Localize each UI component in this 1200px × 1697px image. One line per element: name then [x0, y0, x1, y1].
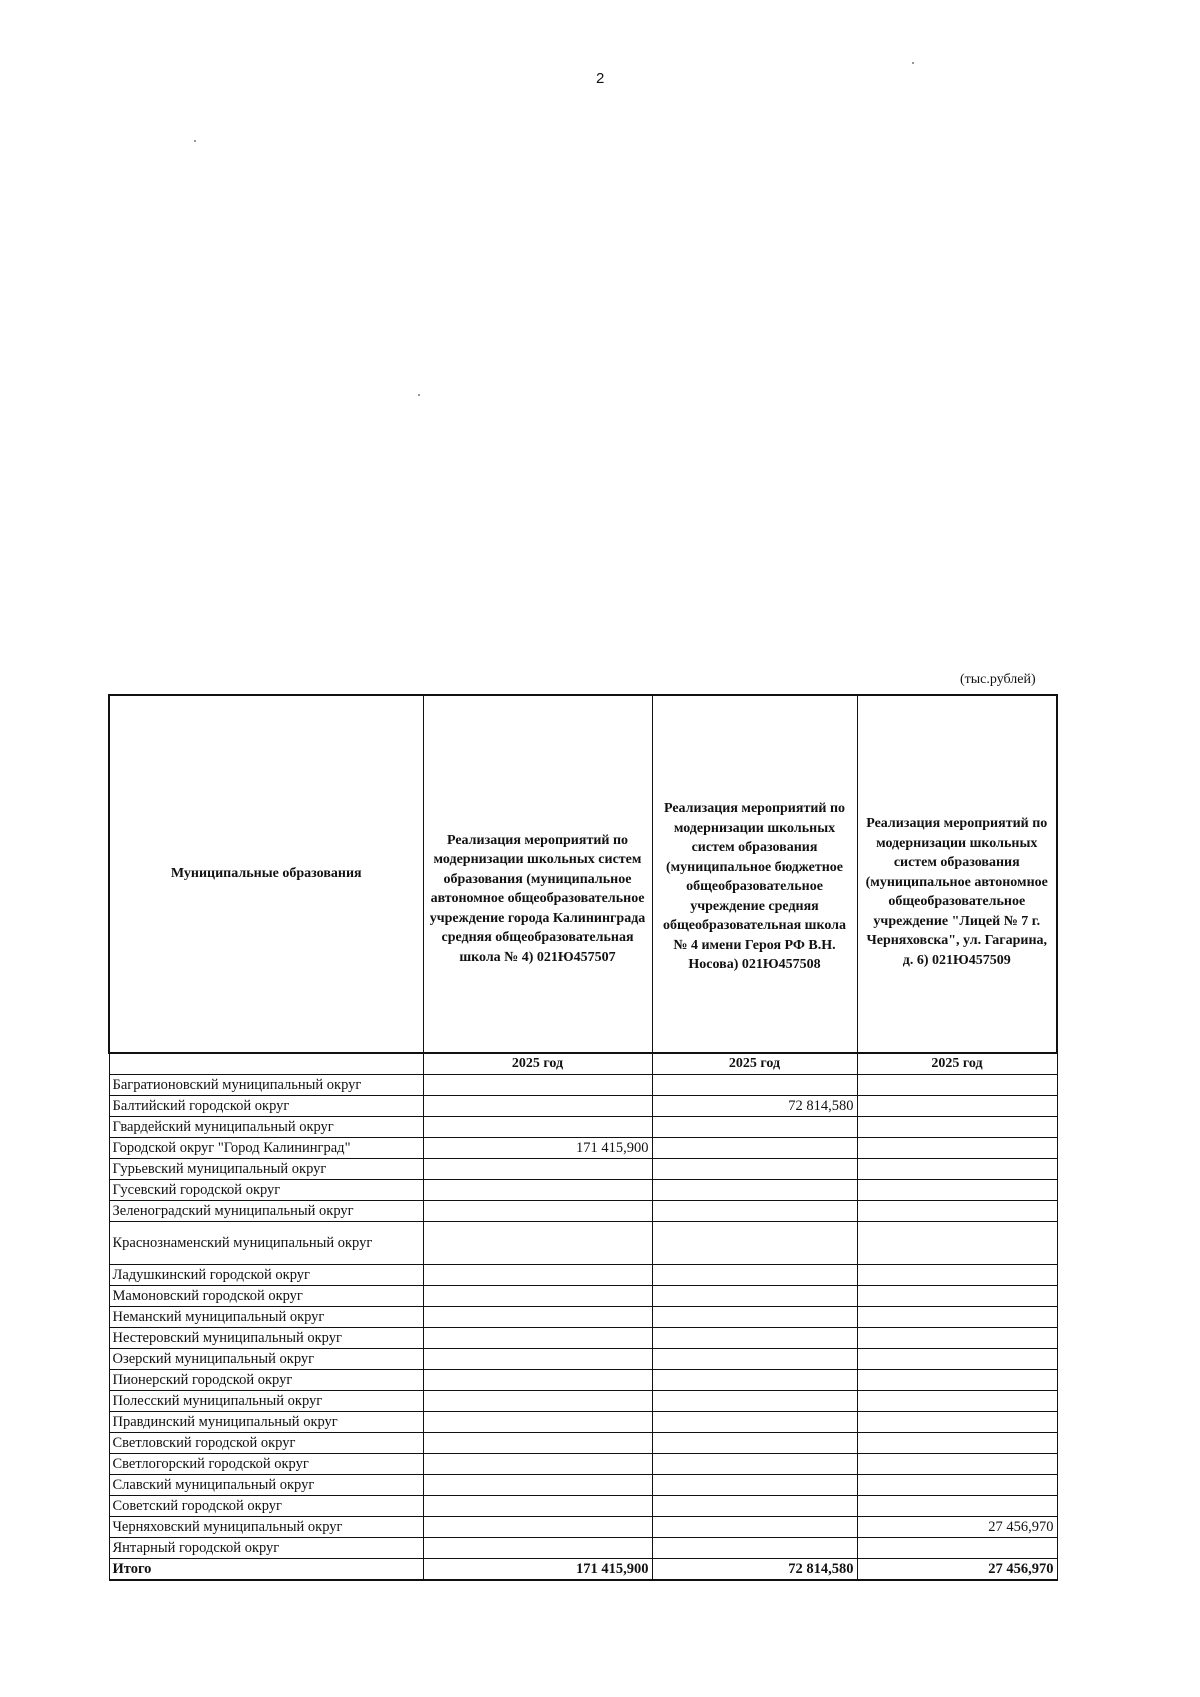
table-header-row — [109, 695, 1057, 1053]
table-row — [109, 1475, 1057, 1496]
units-label: (тыс.рублей) — [960, 672, 1036, 687]
value-cell-508 — [652, 1496, 857, 1517]
value-cell-509 — [857, 1096, 1057, 1117]
value-cell-507 — [423, 1265, 652, 1286]
municipality-name-cell: Славский муниципальный округ — [109, 1475, 423, 1496]
municipality-name-cell: Гвардейский муниципальный округ — [109, 1117, 423, 1138]
value-cell-507 — [423, 1454, 652, 1475]
municipality-name-cell: Светлогорский городской округ — [109, 1454, 423, 1475]
value-cell-508 — [652, 1475, 857, 1496]
table-row — [109, 1286, 1057, 1307]
value-cell-507 — [423, 1412, 652, 1433]
table-row — [109, 1370, 1057, 1391]
value-cell-508 — [652, 1117, 857, 1138]
year-label: 2025 год — [857, 1053, 1057, 1075]
header-project-508: Реализация мероприятий по модернизации школьных систем образования (муниципальное бюджетное общеобразовательное учреждение средняя общеобразовательная школа № 4 имени Героя РФ В.Н. Носова) 021Ю457508 — [652, 695, 857, 1053]
municipality-name-cell: Багратионовский муниципальный округ — [109, 1075, 423, 1096]
municipality-name-cell: Краснознаменский муниципальный округ — [109, 1222, 423, 1265]
municipality-name-cell: Городской округ "Город Калининград" — [109, 1138, 423, 1159]
municipality-name-cell: Советский городской округ — [109, 1496, 423, 1517]
table-row — [109, 1265, 1057, 1286]
municipality-name-cell: Неманский муниципальный округ — [109, 1307, 423, 1328]
municipality-name-cell: Гурьевский муниципальный округ — [109, 1159, 423, 1180]
year-label: 2025 год — [652, 1053, 857, 1075]
table-year-row — [109, 1053, 1057, 1075]
value-cell-507 — [423, 1475, 652, 1496]
value-cell-509 — [857, 1307, 1057, 1328]
value-cell-507 — [423, 1201, 652, 1222]
value-cell-509 — [857, 1454, 1057, 1475]
table-row — [109, 1496, 1057, 1517]
value-cell-509 — [857, 1349, 1057, 1370]
value-cell-508 — [652, 1201, 857, 1222]
value-cell-507 — [423, 1180, 652, 1201]
table-row — [109, 1096, 1057, 1117]
table-row — [109, 1075, 1057, 1096]
value-cell-507 — [423, 1159, 652, 1180]
table-row — [109, 1117, 1057, 1138]
value-cell-509: 27 456,970 — [857, 1559, 1057, 1581]
table-row — [109, 1222, 1057, 1265]
total-row — [109, 1559, 1057, 1581]
scan-speck — [194, 140, 196, 142]
value-cell-507 — [423, 1433, 652, 1454]
value-cell-509 — [857, 1496, 1057, 1517]
value-cell-509 — [857, 1117, 1057, 1138]
value-cell-508 — [652, 1307, 857, 1328]
value-cell-507 — [423, 1117, 652, 1138]
value-cell-509 — [857, 1475, 1057, 1496]
table-row — [109, 1538, 1057, 1559]
table-row — [109, 1180, 1057, 1201]
municipality-name-cell: Гусевский городской округ — [109, 1180, 423, 1201]
table-row — [109, 1159, 1057, 1180]
funding-table — [108, 694, 1058, 1581]
header-municipalities: Муниципальные образования — [109, 695, 423, 1053]
municipality-name-cell: Зеленоградский муниципальный округ — [109, 1201, 423, 1222]
value-cell-508 — [652, 1349, 857, 1370]
value-cell-509 — [857, 1286, 1057, 1307]
value-cell-508 — [652, 1180, 857, 1201]
value-cell-509 — [857, 1433, 1057, 1454]
table-row — [109, 1412, 1057, 1433]
value-cell-508 — [652, 1265, 857, 1286]
table-row — [109, 1517, 1057, 1538]
table-row — [109, 1307, 1057, 1328]
municipality-name-cell: Итого — [109, 1559, 423, 1581]
scan-speck — [418, 394, 420, 396]
value-cell-507: 171 415,900 — [423, 1138, 652, 1159]
value-cell-509 — [857, 1159, 1057, 1180]
value-cell-507 — [423, 1349, 652, 1370]
table-row — [109, 1328, 1057, 1349]
table-body — [109, 1075, 1057, 1581]
value-cell-507: 171 415,900 — [423, 1559, 652, 1581]
year-empty-cell — [109, 1053, 423, 1075]
value-cell-508 — [652, 1159, 857, 1180]
value-cell-507 — [423, 1222, 652, 1265]
value-cell-508 — [652, 1412, 857, 1433]
value-cell-509 — [857, 1328, 1057, 1349]
value-cell-507 — [423, 1307, 652, 1328]
municipality-name-cell: Балтийский городской округ — [109, 1096, 423, 1117]
table-row — [109, 1138, 1057, 1159]
municipality-name-cell: Мамоновский городской округ — [109, 1286, 423, 1307]
municipality-name-cell: Янтарный городской округ — [109, 1538, 423, 1559]
table-row — [109, 1201, 1057, 1222]
value-cell-508 — [652, 1138, 857, 1159]
value-cell-509 — [857, 1201, 1057, 1222]
value-cell-507 — [423, 1370, 652, 1391]
value-cell-508 — [652, 1075, 857, 1096]
value-cell-507 — [423, 1328, 652, 1349]
value-cell-508 — [652, 1454, 857, 1475]
value-cell-507 — [423, 1075, 652, 1096]
table-row — [109, 1433, 1057, 1454]
value-cell-508: 72 814,580 — [652, 1096, 857, 1117]
table-row — [109, 1454, 1057, 1475]
value-cell-509 — [857, 1138, 1057, 1159]
value-cell-508 — [652, 1328, 857, 1349]
value-cell-509 — [857, 1222, 1057, 1265]
value-cell-507 — [423, 1391, 652, 1412]
table-row — [109, 1391, 1057, 1412]
header-project-509: Реализация мероприятий по модернизации школьных систем образования (муниципальное автономное общеобразовательное учреждение "Лицей № 7 г. Черняховска", ул. Гагарина, д. 6) 021Ю457509 — [857, 695, 1057, 1053]
municipality-name-cell: Полесский муниципальный округ — [109, 1391, 423, 1412]
municipality-name-cell: Озерский муниципальный округ — [109, 1349, 423, 1370]
value-cell-508 — [652, 1538, 857, 1559]
value-cell-507 — [423, 1538, 652, 1559]
value-cell-507 — [423, 1096, 652, 1117]
municipality-name-cell: Ладушкинский городской округ — [109, 1265, 423, 1286]
value-cell-508: 72 814,580 — [652, 1559, 857, 1581]
page-number: 2 — [596, 70, 605, 87]
value-cell-508 — [652, 1517, 857, 1538]
municipality-name-cell: Нестеровский муниципальный округ — [109, 1328, 423, 1349]
value-cell-507 — [423, 1496, 652, 1517]
value-cell-509 — [857, 1538, 1057, 1559]
municipality-name-cell: Черняховский муниципальный округ — [109, 1517, 423, 1538]
value-cell-508 — [652, 1222, 857, 1265]
scan-speck — [912, 62, 914, 64]
municipality-name-cell: Пионерский городской округ — [109, 1370, 423, 1391]
value-cell-509 — [857, 1265, 1057, 1286]
value-cell-508 — [652, 1391, 857, 1412]
value-cell-508 — [652, 1433, 857, 1454]
value-cell-509 — [857, 1075, 1057, 1096]
value-cell-509 — [857, 1180, 1057, 1201]
header-project-507: Реализация мероприятий по модернизации школьных систем образования (муниципальное автономное общеобразовательное учреждение города Калининграда средняя общеобразовательная школа № 4) 021Ю457507 — [423, 695, 652, 1053]
value-cell-508 — [652, 1286, 857, 1307]
table-row — [109, 1349, 1057, 1370]
value-cell-509 — [857, 1391, 1057, 1412]
municipality-name-cell: Правдинский муниципальный округ — [109, 1412, 423, 1433]
value-cell-508 — [652, 1370, 857, 1391]
value-cell-509 — [857, 1370, 1057, 1391]
value-cell-507 — [423, 1286, 652, 1307]
municipality-name-cell: Светловский городской округ — [109, 1433, 423, 1454]
value-cell-509 — [857, 1412, 1057, 1433]
value-cell-509: 27 456,970 — [857, 1517, 1057, 1538]
year-label: 2025 год — [423, 1053, 652, 1075]
value-cell-507 — [423, 1517, 652, 1538]
